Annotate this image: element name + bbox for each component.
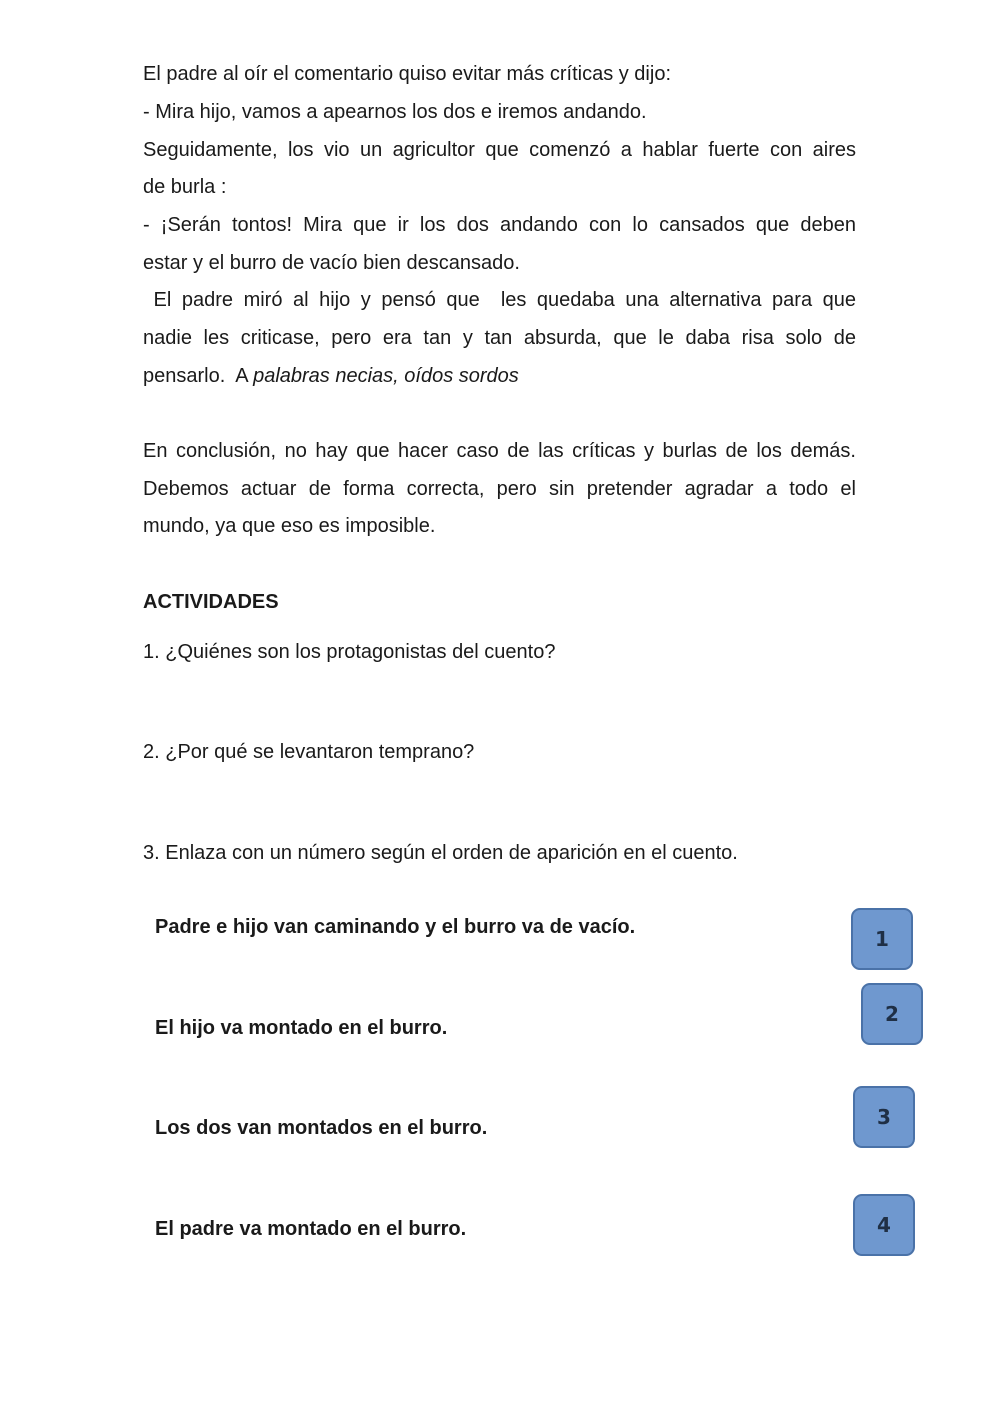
proverb-italic: palabras necias, oídos sordos [253, 365, 519, 387]
statement-1: Padre e hijo van caminando y el burro va de vacío. [155, 916, 636, 938]
number-tile-1[interactable]: 1 [851, 908, 913, 970]
conclusion-line: mundo, ya que eso es imposible. [143, 515, 436, 537]
story-line-moral [143, 363, 856, 389]
statement-4: El padre va montado en el burro. [155, 1218, 467, 1240]
story-line: Seguidamente, los vio un agricultor que comenzó a hablar fuerte con aires [143, 139, 856, 161]
conclusion-line: Debemos actuar de forma correcta, pero sin pretender agradar a todo el [143, 478, 856, 500]
story-line: - ¡Serán tontos! Mira que ir los dos andando con lo cansados que deben [143, 214, 856, 236]
story-line: El padre miró al hijo y pensó que les quedaba una alternativa para que [143, 289, 856, 311]
number-tile-3[interactable]: 3 [853, 1086, 915, 1148]
story-line: estar y el burro de vacío bien descansado. [143, 252, 520, 274]
activities-heading: ACTIVIDADES [143, 591, 279, 613]
question-2: 2. ¿Por qué se levantaron temprano? [143, 741, 475, 763]
story-line: El padre al oír el comentario quiso evitar más críticas y dijo: [143, 63, 671, 85]
story-line: nadie les criticase, pero era tan y tan absurda, que le daba risa solo de [143, 327, 856, 349]
story-line: - Mira hijo, vamos a apearnos los dos e iremos andando. [143, 101, 647, 123]
statement-3: Los dos van montados en el burro. [155, 1117, 488, 1139]
number-tile-4[interactable]: 4 [853, 1194, 915, 1256]
story-line: de burla : [143, 176, 227, 198]
question-3: 3. Enlaza con un número según el orden de aparición en el cuento. [143, 842, 738, 864]
story-line-start: pensarlo. A [143, 365, 254, 387]
number-tile-2[interactable]: 2 [861, 983, 923, 1045]
conclusion-line: En conclusión, no hay que hacer caso de las críticas y burlas de los demás. [143, 440, 856, 462]
statement-2: El hijo va montado en el burro. [155, 1017, 448, 1039]
question-1: 1. ¿Quiénes son los protagonistas del cuento? [143, 641, 556, 663]
